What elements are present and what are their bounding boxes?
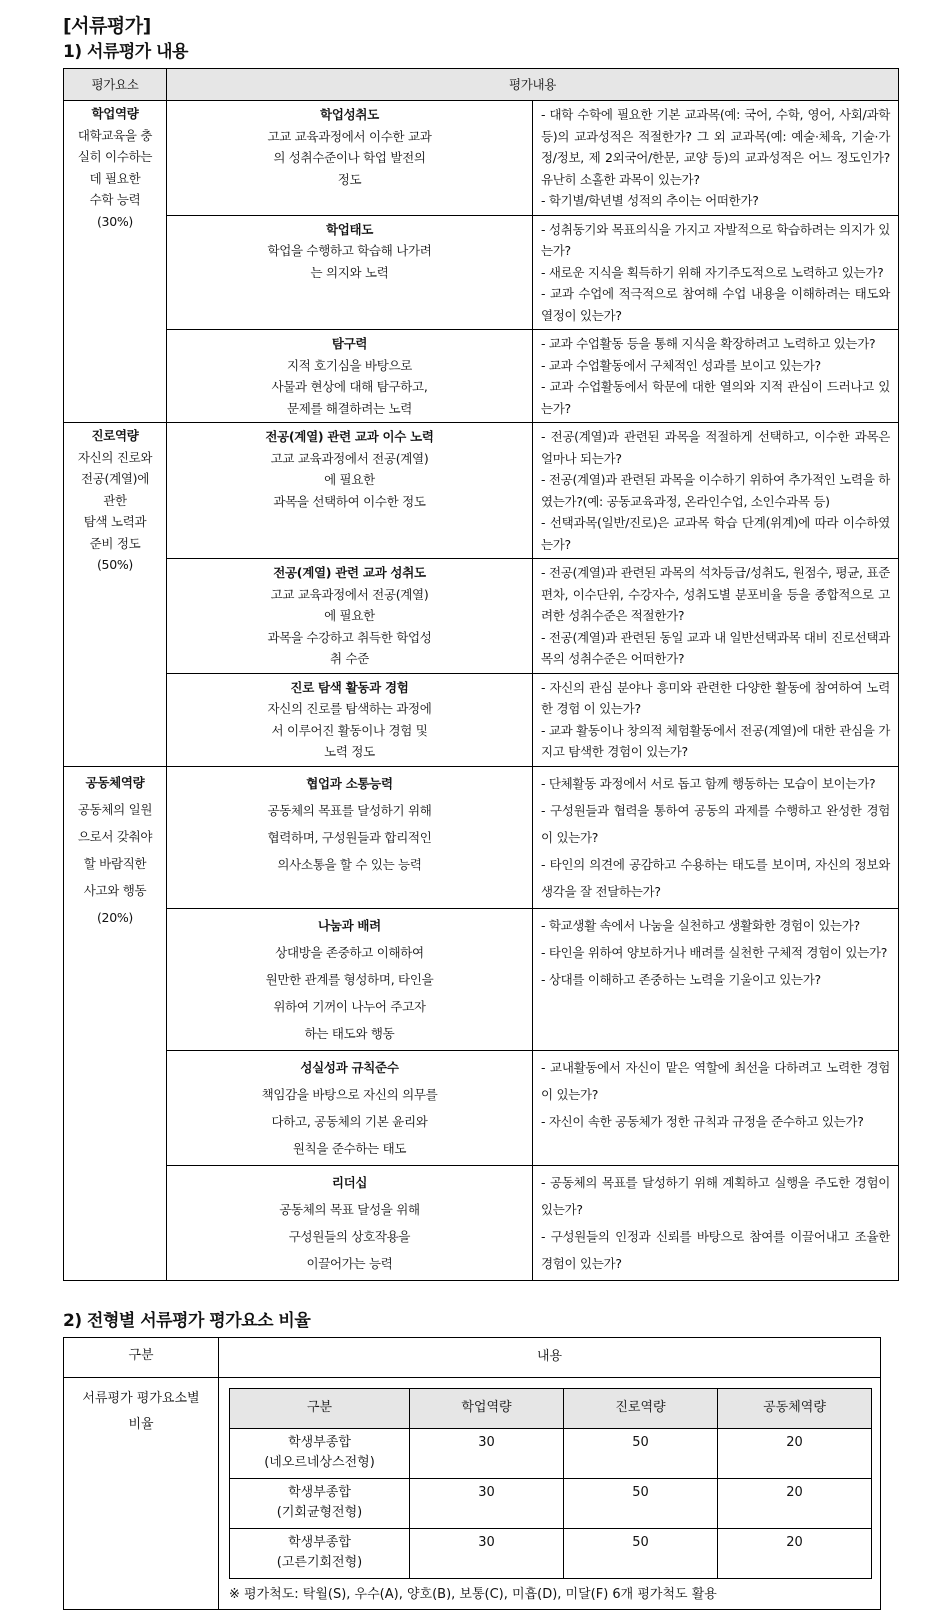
item-desc-line: 과목을 선택하여 이수한 정도: [273, 493, 426, 509]
item-desc-line: 의사소통을 할 수 있는 능력: [277, 856, 422, 872]
item-cell: [167, 423, 533, 559]
row-label-line: 비율: [128, 1416, 154, 1432]
group-desc-line: 수학 능력: [89, 192, 141, 207]
criteria-cell: [533, 101, 899, 216]
table-row: [230, 1528, 872, 1578]
item-title: 학업성취도: [320, 107, 379, 122]
item-desc-line: 이끌어가는 능력: [306, 1255, 393, 1271]
item-desc-line: 고교 교육과정에서 전공(계열): [270, 450, 429, 466]
col-header-category: 구분: [230, 1388, 410, 1428]
criteria-line: - 교과 활동이나 창의적 체험활동에서 전공(계열)에 대한 관심을 가지고 탐색한 경험이 있는가?: [541, 722, 890, 759]
table-row: [64, 1165, 899, 1280]
group-name: 학업역량: [91, 106, 139, 121]
group-desc-line: 전공(계열)에: [80, 471, 150, 486]
item-desc-line: 학업을 수행하고 학습해 나가려: [267, 243, 432, 258]
criteria-cell: [533, 1165, 899, 1280]
item-desc-line: 공동체의 목표를 달성하기 위해: [267, 802, 432, 818]
group-cell-career: [64, 423, 167, 767]
evaluation-content-table: [63, 68, 899, 1281]
criteria-line: - 전공(계열)과 관련된 과목을 이수하기 위하여 추가적인 노력을 하였는가?(예: 공동교육과정, 온라인수업, 소인수과목 등): [541, 472, 890, 509]
criteria-line: - 새로운 지식을 획득하기 위해 자기주도적으로 노력하고 있는가?: [541, 264, 884, 280]
group-desc-line: 실히 이수하는: [77, 149, 153, 164]
item-desc-line: 의 성취수준이나 학업 발전의: [273, 150, 426, 165]
group-desc-line: 공동체의 일원: [77, 801, 153, 817]
group-desc-line: 할 바람직한: [83, 855, 147, 871]
criteria-cell: [533, 766, 899, 908]
criteria-line: - 전공(계열)과 관련된 과목의 석차등급/성취도, 원점수, 평균, 표준편차, 이수단위, 수강자수, 성취도별 분포비율 등을 종합적으로 고려한 성취수준은 적절한가?: [541, 565, 890, 623]
item-title: 탐구력: [331, 336, 368, 351]
group-weight: (30%): [96, 213, 134, 229]
table-row: [64, 215, 899, 330]
criteria-line: - 전공(계열)과 관련된 동일 교과 내 일반선택과목 대비 진로선택과목의 성취수준은 어떠한가?: [541, 629, 890, 666]
item-cell: [167, 908, 533, 1050]
criteria-cell: [533, 423, 899, 559]
group-desc-line: 자신의 진로와: [77, 449, 153, 465]
item-desc-line: 문제를 해결하려는 노력: [286, 400, 413, 416]
item-cell: [167, 101, 533, 216]
criteria-line: - 구성원들과 협력을 통하여 공동의 과제를 수행하고 완성한 경험이 있는가?: [541, 802, 890, 845]
header-element: 평가요소: [64, 69, 167, 101]
item-cell: [167, 330, 533, 423]
criteria-line: - 타인을 위하여 양보하거나 배려를 실천한 구체적 경험이 있는가?: [541, 944, 888, 960]
table-row: [64, 1050, 899, 1165]
criteria-line: - 학교생활 속에서 나눔을 실천하고 생활화한 경험이 있는가?: [541, 917, 860, 933]
item-cell: [167, 559, 533, 674]
table-row: [64, 908, 899, 1050]
group-desc-line: 으로서 갖춰야: [77, 828, 153, 844]
group-name: 진로역량: [91, 428, 139, 443]
group-cell-community: [64, 766, 167, 1280]
value-community: 20: [718, 1478, 872, 1528]
item-desc-line: 지적 호기심을 바탕으로: [286, 357, 413, 373]
row-name: 학생부종합: [288, 1434, 351, 1450]
section2-heading: 2) 전형별 서류평가 평가요소 비율: [63, 1310, 311, 1331]
item-desc-line: 구성원들의 상호작용을: [288, 1228, 411, 1244]
group-desc-line: 관한: [103, 492, 127, 508]
criteria-cell: [533, 673, 899, 766]
row-sub: (고른기회전형): [276, 1554, 363, 1570]
item-desc-line: 과목을 수강하고 취득한 학업성: [267, 629, 432, 645]
value-community: 20: [718, 1528, 872, 1578]
group-desc-line: 대학교육을 충: [77, 127, 153, 143]
item-desc-line: 원만한 관계를 형성하며, 타인을: [265, 971, 434, 987]
criteria-line: - 전공(계열)과 관련된 과목을 적절하게 선택하고, 이수한 과목은 얼마나 되는가?: [541, 429, 890, 466]
criteria-line: - 교과 수업에 적극적으로 참여해 수업 내용을 이해하려는 태도와 열정이 있는가?: [541, 286, 890, 323]
value-academic: 30: [410, 1528, 564, 1578]
section2: [63, 1309, 943, 1610]
criteria-cell: [533, 330, 899, 423]
document-title: [서류평가]: [63, 15, 151, 37]
ratio-header-row: [64, 1337, 881, 1377]
header-category: 구분: [64, 1337, 219, 1377]
value-career: 50: [564, 1528, 718, 1578]
item-desc-line: 협력하며, 구성원들과 합리적인: [267, 829, 432, 845]
item-desc-line: 하는 태도와 행동: [304, 1025, 395, 1041]
item-cell: [167, 1050, 533, 1165]
table-row: [230, 1478, 872, 1528]
table-row: [64, 559, 899, 674]
item-title: 전공(계열) 관련 교과 성취도: [273, 565, 426, 580]
item-cell: [167, 766, 533, 908]
table-row: [64, 423, 899, 559]
item-title: 전공(계열) 관련 교과 이수 노력: [265, 429, 434, 444]
item-desc-line: 는 의지와 노력: [310, 264, 389, 280]
item-desc-line: 상대방을 존중하고 이해하여: [275, 944, 424, 960]
item-title: 성실성과 규칙준수: [300, 1059, 399, 1075]
row-label: [64, 1377, 219, 1609]
criteria-line: - 교과 수업활동에서 학문에 대한 열의와 지적 관심이 드러나고 있는가?: [541, 379, 890, 416]
item-desc-line: 정도: [337, 171, 362, 187]
ratio-inner-table: [229, 1388, 872, 1579]
item-desc-line: 고교 교육과정에서 전공(계열): [270, 586, 429, 602]
criteria-line: - 단체활동 과정에서 서로 돕고 함께 행동하는 모습이 보이는가?: [541, 775, 876, 791]
row-name: 학생부종합: [288, 1534, 351, 1550]
item-title: 협업과 소통능력: [306, 775, 393, 791]
criteria-cell: [533, 1050, 899, 1165]
criteria-line: - 자신의 관심 분야나 흥미와 관련한 다양한 활동에 참여하여 노력한 경험 이 있는가?: [541, 679, 890, 716]
section1-heading: 1) 서류평가 내용: [63, 42, 188, 62]
item-desc-line: 공동체의 목표 달성을 위해: [279, 1201, 420, 1217]
inner-header-row: [230, 1388, 872, 1428]
criteria-line: - 교내활동에서 자신이 맡은 역할에 최선을 다하려고 노력한 경험이 있는가?: [541, 1059, 890, 1102]
row-name-cell: [230, 1428, 410, 1478]
criteria-line: - 공동체의 목표를 달성하기 위해 계획하고 실행을 주도한 경험이 있는가?: [541, 1174, 890, 1217]
group-name: 공동체역량: [85, 774, 145, 790]
criteria-line: - 교과 수업활동 등을 통해 지식을 확장하려고 노력하고 있는가?: [541, 336, 876, 351]
group-cell-academic: [64, 101, 167, 423]
group-weight: (20%): [96, 909, 134, 925]
group-desc-line: 사고와 행동: [83, 882, 147, 898]
footnote: ※ 평가척도: 탁월(S), 우수(A), 양호(B), 보통(C), 미흡(D), 미달(F) 6개 평가척도 활용: [229, 1586, 717, 1602]
criteria-cell: [533, 559, 899, 674]
item-title: 진로 탐색 활동과 경험: [290, 679, 409, 695]
col-header-academic: 학업역량: [410, 1388, 564, 1428]
item-desc-line: 취 수준: [330, 651, 369, 666]
group-desc-line: 데 필요한: [89, 170, 141, 186]
group-desc-line: 준비 정도: [89, 535, 141, 551]
table-row: [64, 330, 899, 423]
criteria-cell: [533, 215, 899, 330]
header-content: 평가내용: [167, 69, 899, 101]
value-academic: 30: [410, 1428, 564, 1478]
item-desc-line: 사물과 현상에 대해 탐구하고,: [271, 379, 428, 394]
item-title: 학업태도: [325, 221, 374, 237]
row-sub: (기회균형전형): [276, 1504, 363, 1520]
criteria-line: - 성취동기와 목표의식을 가지고 자발적으로 학습하려는 의지가 있는가?: [541, 221, 890, 258]
item-desc-line: 위하여 기꺼이 나누어 주고자: [273, 998, 426, 1014]
group-weight: (50%): [96, 557, 134, 572]
item-title: 리더십: [331, 1174, 368, 1190]
criteria-line: - 학기별/학년별 성적의 추이는 어떠한가?: [541, 193, 759, 208]
criteria-line: - 타인의 의견에 공감하고 수용하는 태도를 보이며, 자신의 정보와 생각을 잘 전달하는가?: [541, 856, 890, 899]
group-desc-line: 탐색 노력과: [83, 514, 147, 529]
table-row: [64, 101, 899, 216]
criteria-line: - 대학 수학에 필요한 기본 교과목(예: 국어, 수학, 영어, 사회/과학 등)의 교과성적은 적절한가? 그 외 교과목(예: 예술·체육, 기술·가정/정보, 제 2외국어/한문, 교양 등)의 교과성적은 어느 정도인가? 유난히 소홀한 과목이 있는가?: [541, 107, 890, 187]
criteria-cell: [533, 908, 899, 1050]
item-cell: [167, 673, 533, 766]
criteria-line: - 선택과목(일반/진로)은 교과목 학습 단계(위계)에 따라 이수하였는가?: [541, 515, 890, 552]
col-header-community: 공동체역량: [718, 1388, 872, 1428]
item-desc-line: 에 필요한: [324, 472, 375, 487]
item-desc-line: 고교 교육과정에서 이수한 교과: [267, 128, 432, 144]
row-name: 학생부종합: [288, 1484, 351, 1500]
value-career: 50: [564, 1428, 718, 1478]
ratio-table: [63, 1337, 881, 1610]
table-row: [64, 673, 899, 766]
row-label-line: 서류평가 평가요소별: [82, 1390, 200, 1406]
item-desc-line: 원칙을 준수하는 태도: [292, 1140, 407, 1156]
item-cell: [167, 215, 533, 330]
value-academic: 30: [410, 1478, 564, 1528]
item-desc-line: 서 이루어진 활동이나 경험 및: [271, 722, 428, 738]
item-desc-line: 에 필요한: [324, 608, 375, 623]
row-name-cell: [230, 1528, 410, 1578]
table-header-row: [64, 69, 899, 101]
value-career: 50: [564, 1478, 718, 1528]
item-cell: [167, 1165, 533, 1280]
table-row: [230, 1428, 872, 1478]
criteria-line: - 자신이 속한 공동체가 정한 규칙과 규정을 준수하고 있는가?: [541, 1113, 864, 1129]
item-desc-line: 다하고, 공동체의 기본 윤리와: [271, 1113, 428, 1129]
criteria-line: - 구성원들의 인정과 신뢰를 바탕으로 참여를 이끌어내고 조율한 경험이 있는가?: [541, 1228, 890, 1271]
item-desc-line: 책임감을 바탕으로 자신의 의무를: [261, 1086, 438, 1102]
item-title: 나눔과 배려: [318, 917, 381, 933]
criteria-line: - 교과 수업활동에서 구체적인 성과를 보이고 있는가?: [541, 357, 821, 373]
col-header-career: 진로역량: [564, 1388, 718, 1428]
row-name-cell: [230, 1478, 410, 1528]
item-desc-line: 노력 정도: [324, 744, 375, 759]
ratio-body-row: [64, 1377, 881, 1609]
item-desc-line: 자신의 진로를 탐색하는 과정에: [267, 701, 432, 716]
criteria-line: - 상대를 이해하고 존중하는 노력을 기울이고 있는가?: [541, 971, 821, 987]
row-sub: (네오르네상스전형): [264, 1454, 375, 1470]
inner-table-cell: [219, 1377, 881, 1609]
header-content: 내용: [219, 1337, 881, 1377]
table-row: [64, 766, 899, 908]
value-community: 20: [718, 1428, 872, 1478]
